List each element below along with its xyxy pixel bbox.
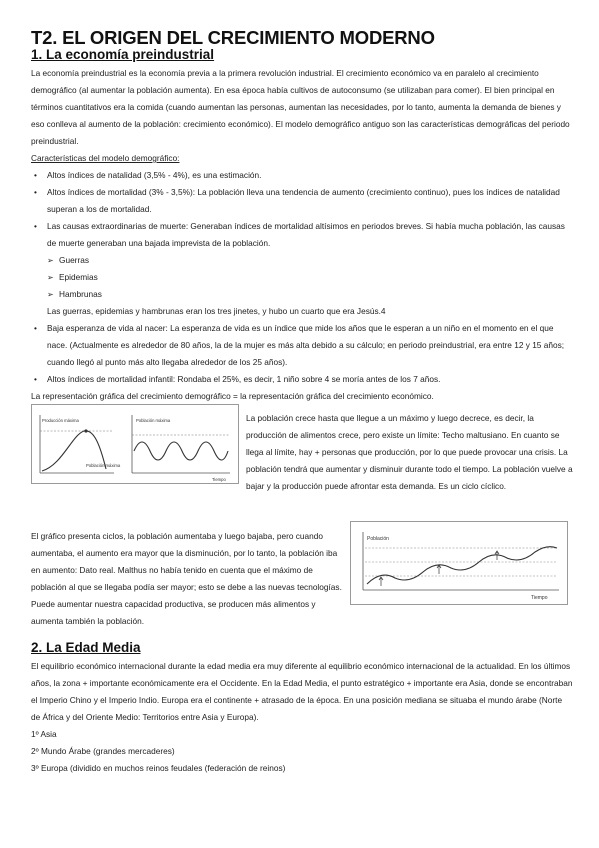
list-item: • Altos índices de mortalidad (3% - 3,5%): La población lleva una tendencia de aumento (crecimiento continuo), pues los índices de natalidad superan a los de mortalidad. (31, 184, 573, 218)
section1-body (31, 65, 573, 405)
ranking-item: 2º Mundo Árabe (grandes mercaderes) (31, 746, 175, 756)
list-item: ➢ Hambrunas (31, 286, 573, 303)
causes-list (31, 252, 573, 303)
label-time: Tiempo (212, 477, 226, 482)
causes-note: Las guerras, epidemias y hambrunas eran los tres jinetes, y hubo un cuarto que era Jesús.4 (47, 306, 386, 316)
section1-heading: 1. La economía preindustrial (31, 47, 215, 62)
peak-marker (84, 429, 87, 432)
characteristics-list (31, 167, 573, 252)
label-population-max-right: Población máxima (136, 418, 171, 423)
section1-intro: La economía preindustrial es la economía previa a la primera revolución industrial. El crecimiento económico va en paralelo al crecimiento demográfico (al aumentar la población aumenta). En esa época había cultivos de autoconsumo (se utilizaban para comer). El bien principal en términos cuantitativos era la comida (cuando aumentan las personas, aumentan las necesidades, por lo tanto, aumenta la demanda de bienes y eso conlleva al aumento de la población: crecimiento económico). El modelo demográfico antiguo son las características demográficas del periodo preindustrial. (31, 68, 570, 146)
section2-intro: El equilibrio económico internacional durante la edad media era muy diferente al equilibrio económico internacional de la actualidad. En los últimos años, la zona + importante económicamente era el Occidente. En la Edad Media, el punto estratégico + importante era Asia, donde se encontraban el Imperio Chino y el Imperio Indio. Europa era el continente + atrasado de la época. En una posición mediana se situaba el mundo árabe (Norte de África y del Oriente Medio: Territorios entre Asia y Europa). (31, 661, 573, 722)
list-item: ➢ Guerras (31, 252, 573, 269)
label-production-max: Producción máxima (42, 418, 79, 423)
real-growth-diagram (351, 522, 567, 604)
figure2-text: El gráfico presenta ciclos, la población aumentaba y luego bajaba, pero cuando aumentaba, el aumento era mayor que la disminución, por lo tanto, la población iba en aumento: Dato real. Malthus no había tenido en cuenta que el máximo de población al que se llegaba podía ser mayor; esto se debe a las nuevas tecnologías. Puede aumentar nuestra capacidad productiva, se producen más alimentos y aumenta también la población. (31, 531, 342, 626)
list-item: • Las causas extraordinarias de muerte: Generaban índices de mortalidad altísimos en periodos breves. Si había mucha población, las causas de muerte generaban una bajada imprevista de la población. (31, 218, 573, 252)
ranking-item: 3º Europa (dividido en muchos reinos feudales (federación de reinos) (31, 763, 286, 773)
section2-body (31, 658, 573, 777)
malthusian-cycle-diagram (32, 405, 238, 483)
growth-curve (367, 547, 557, 584)
label-population-max-left: Población máxima (86, 463, 121, 468)
characteristics-label: Características del modelo demográfico: (31, 153, 180, 163)
page-title: T2. EL ORIGEN DEL CRECIMIENTO MODERNO (31, 27, 435, 48)
figure1-text: La población crece hasta que llegue a un máximo y luego decrece, es decir, la producción de alimentos crece, pero existe un límite: Techo maltusiano. En cuanto se llega al límite, hay + personas que producción, por lo que puede provocar una crisis. La población tendrá que aumentar y disminuir durante todo el tiempo. La población vuelve a bajar y la producción puede afrontar esta demanda. Es un ciclo cíclico. (246, 413, 573, 491)
characteristics-list-2 (31, 320, 573, 388)
list-item: • Altos índices de mortalidad infantil: Rondaba el 25%, es decir, 1 niño sobre 4 se moría antes de los 7 años. (31, 371, 573, 388)
list-item: • Altos índices de natalidad (3,5% - 4%), es una estimación. (31, 167, 573, 184)
section2-heading: 2. La Edad Media (31, 640, 141, 655)
cycle-curve (134, 442, 228, 460)
label-population: Población (367, 536, 389, 542)
label-time: Tiempo (531, 595, 548, 601)
representation-text: La representación gráfica del crecimiento demográfico = la representación gráfica del crecimiento económico. (31, 391, 434, 401)
ranking-item: 1º Asia (31, 729, 57, 739)
figure-malthusian-cycle (31, 404, 239, 484)
figure-real-growth (350, 521, 568, 605)
list-item: • Baja esperanza de vida al nacer: La esperanza de vida es un índice que mide los años que le esperan a un niño en el momento en el que nace. (Actualmente es alrededor de 80 años, la de la mujer es más alta debido a su cálculo; en periodo preindustrial, era entre 12 y 15 años; cuando llegó al punto más alto llegaba alrededor de los 25 años). (31, 320, 573, 371)
list-item: ➢ Epidemias (31, 269, 573, 286)
arrow-up-icon (437, 565, 441, 574)
arrow-up-icon (379, 577, 383, 586)
